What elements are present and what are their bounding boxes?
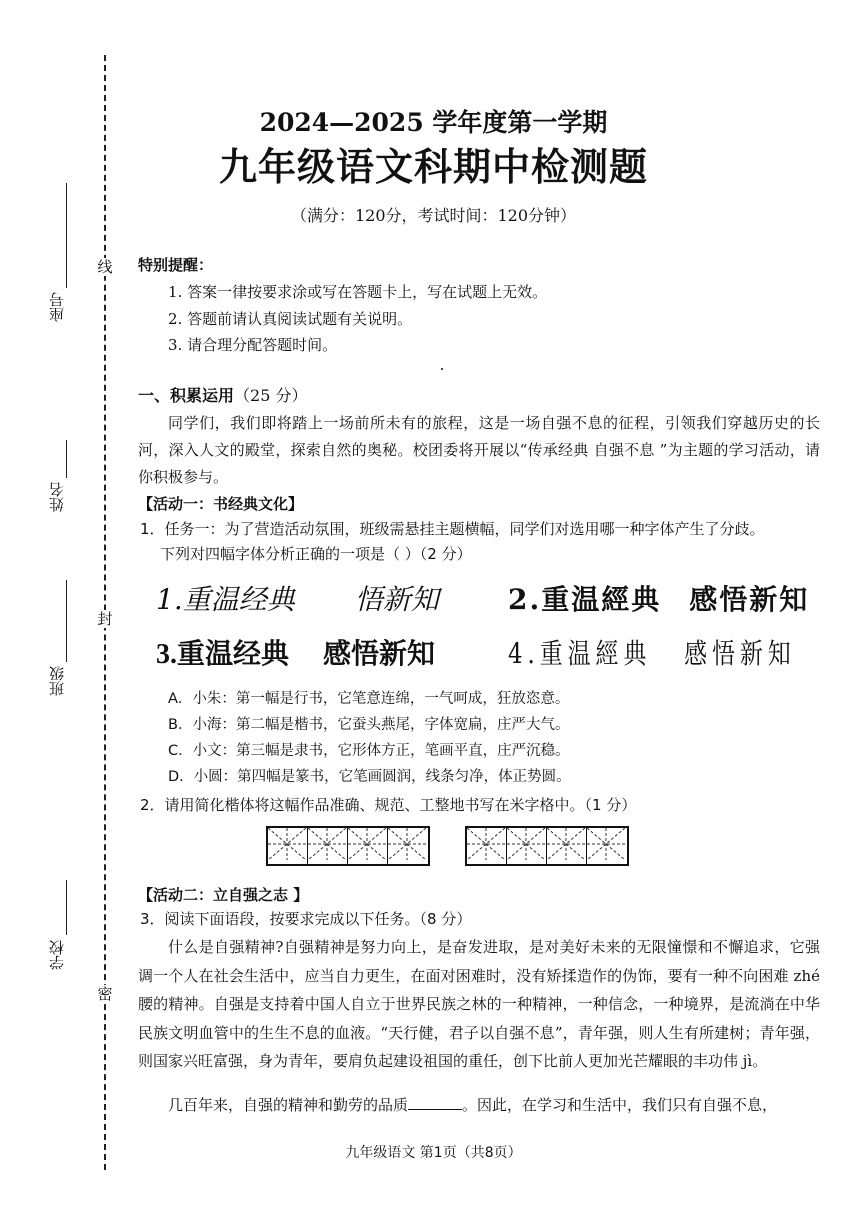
passage-last-after: 。因此，在学习和生活中，我们只有自强不息， — [462, 1096, 778, 1114]
passage-paragraph: 什么是自强精神?自强精神是努力向上，是奋发进取，是对美好未来的无限憧憬和不懈追求，它强调一个人在社会生活中，应当自力更生，在面对困难时，没有矫揉造作的伪饰，要有一种不向困难 zhé腰的精神。自强是支持着中国人自立于世界民族之林的一种精神，一种信念，一种境界，是流淌在中华民族文明血管中的生生不息的血液。“天行健，君子以自强不息”，青年强，则人生有所建树；青年强，则国家兴旺富强，身为青年，要肩负起建设祖国的重任，创下比前人更加光芒耀眼的丰功伟 jì。 — [138, 938, 820, 1070]
passage-last-line — [138, 1091, 820, 1120]
sample-text-b: 感悟新知 — [323, 639, 436, 670]
calligraphy-sample-4 — [508, 632, 796, 672]
seal-char-mi: 密 — [97, 985, 113, 1003]
class-label: 班级 — [48, 666, 66, 696]
mizi-grid-left[interactable] — [266, 826, 430, 866]
sample-text-b: 悟新知 — [354, 583, 439, 616]
page-footer: 九年级语文 第1页（共8页） — [345, 1145, 522, 1161]
notice-item: 2. 答题前请认真阅读试题有关说明。 — [168, 310, 413, 328]
name-label: 姓名 — [48, 482, 66, 512]
sample-text-b: 感悟新知 — [689, 583, 810, 616]
notice-heading: 特别提醒： — [138, 256, 214, 274]
question1-line2: 下列对四幅字体分析正确的一项是（ ）（2 分） — [160, 545, 472, 563]
mizi-cell[interactable] — [308, 828, 348, 864]
mizi-cell[interactable] — [507, 828, 547, 864]
question3: 3．阅读下面语段，按要求完成以下任务。（8 分） — [140, 910, 472, 928]
calligraphy-sample-1 — [156, 578, 439, 618]
seal-char-xian: 线 — [97, 258, 113, 276]
calligraphy-sample-3 — [156, 632, 435, 672]
mizi-cell[interactable] — [268, 828, 308, 864]
school-year-heading: 2024—2025 学年度第一学期 — [259, 108, 608, 137]
activity2-heading: 【活动二：立自强之志 】 — [138, 886, 309, 904]
option-c: C．小文：第三幅是隶书，它形体方正，笔画平直，庄严沉稳。 — [168, 743, 570, 759]
mizi-cell[interactable] — [348, 828, 388, 864]
question1-line1: 1．任务一：为了营造活动氛围，班级需悬挂主题横幅，同学们对选用哪一种字体产生了分歧。 — [140, 520, 765, 538]
exam-subtitle: （满分：120分，考试时间：120分钟） — [290, 206, 577, 225]
sample-text-a: 重温经典 — [182, 583, 295, 616]
option-b: B．小海：第二幅是楷书，它蚕头燕尾，字体宽扁，庄严大气。 — [168, 717, 570, 733]
mizi-cell[interactable] — [547, 828, 587, 864]
calligraphy-sample-2 — [508, 578, 809, 618]
mizi-cell[interactable] — [467, 828, 507, 864]
section1-heading: 一、积累运用 — [138, 386, 235, 405]
passage-last-before: 几百年来，自强的精神和勤劳的品质 — [168, 1096, 409, 1114]
seal-char-feng: 封 — [97, 610, 113, 628]
option-d: D．小圆：第四幅是篆书，它笔画圆润，线条匀净，体正势圆。 — [168, 769, 571, 785]
mizi-cell[interactable] — [388, 828, 428, 864]
sample-number: 1. — [156, 583, 183, 616]
notice-item: 3. 请合理分配答题时间。 — [168, 336, 338, 354]
sample-number: 2. — [508, 583, 542, 616]
seat-number-line[interactable] — [66, 183, 67, 288]
sample-text-a: 重温经典 — [177, 639, 290, 670]
seat-number-label: 座号 — [48, 292, 66, 322]
sample-number: 4. — [508, 637, 540, 670]
school-label: 学校 — [48, 940, 66, 970]
fill-blank[interactable] — [408, 1095, 462, 1110]
class-line[interactable] — [66, 580, 67, 662]
section1-score: （25 分） — [234, 386, 308, 405]
exam-title: 九年级语文科期中检测题 — [218, 144, 648, 189]
section1-intro: 同学们，我们即将踏上一场前所未有的旅程，这是一场自强不息的征程，引领我们穿越历史的长河，深入人文的殿堂，探索自然的奥秘。校团委将开展以“传承经典 自强不息 ”为主题的学习活动，请你积极参与。 — [138, 414, 820, 486]
sample-number: 3. — [156, 639, 177, 670]
notice-item: 1. 答案一律按要求涂或写在答题卡上，写在试题上无效。 — [168, 283, 548, 301]
question2: 2．请用简化楷体将这幅作品准确、规范、工整地书写在米字格中。（1 分） — [140, 796, 637, 814]
name-line[interactable] — [66, 440, 67, 478]
activity1-heading: 【活动一：书经典文化】 — [138, 495, 304, 513]
mizi-grid-right[interactable] — [465, 826, 629, 866]
sample-text-b: 感悟新知 — [684, 637, 796, 670]
mizi-cell[interactable] — [587, 828, 627, 864]
sample-text-a: 重温經典 — [541, 583, 662, 616]
option-a: A．小朱：第一幅是行书，它笔意连绵，一气呵成，狂放恣意。 — [168, 691, 570, 707]
school-line[interactable] — [66, 880, 67, 935]
section1-heading-row — [138, 386, 307, 406]
stray-dot — [441, 368, 443, 370]
sample-text-a: 重温經典 — [539, 637, 652, 670]
